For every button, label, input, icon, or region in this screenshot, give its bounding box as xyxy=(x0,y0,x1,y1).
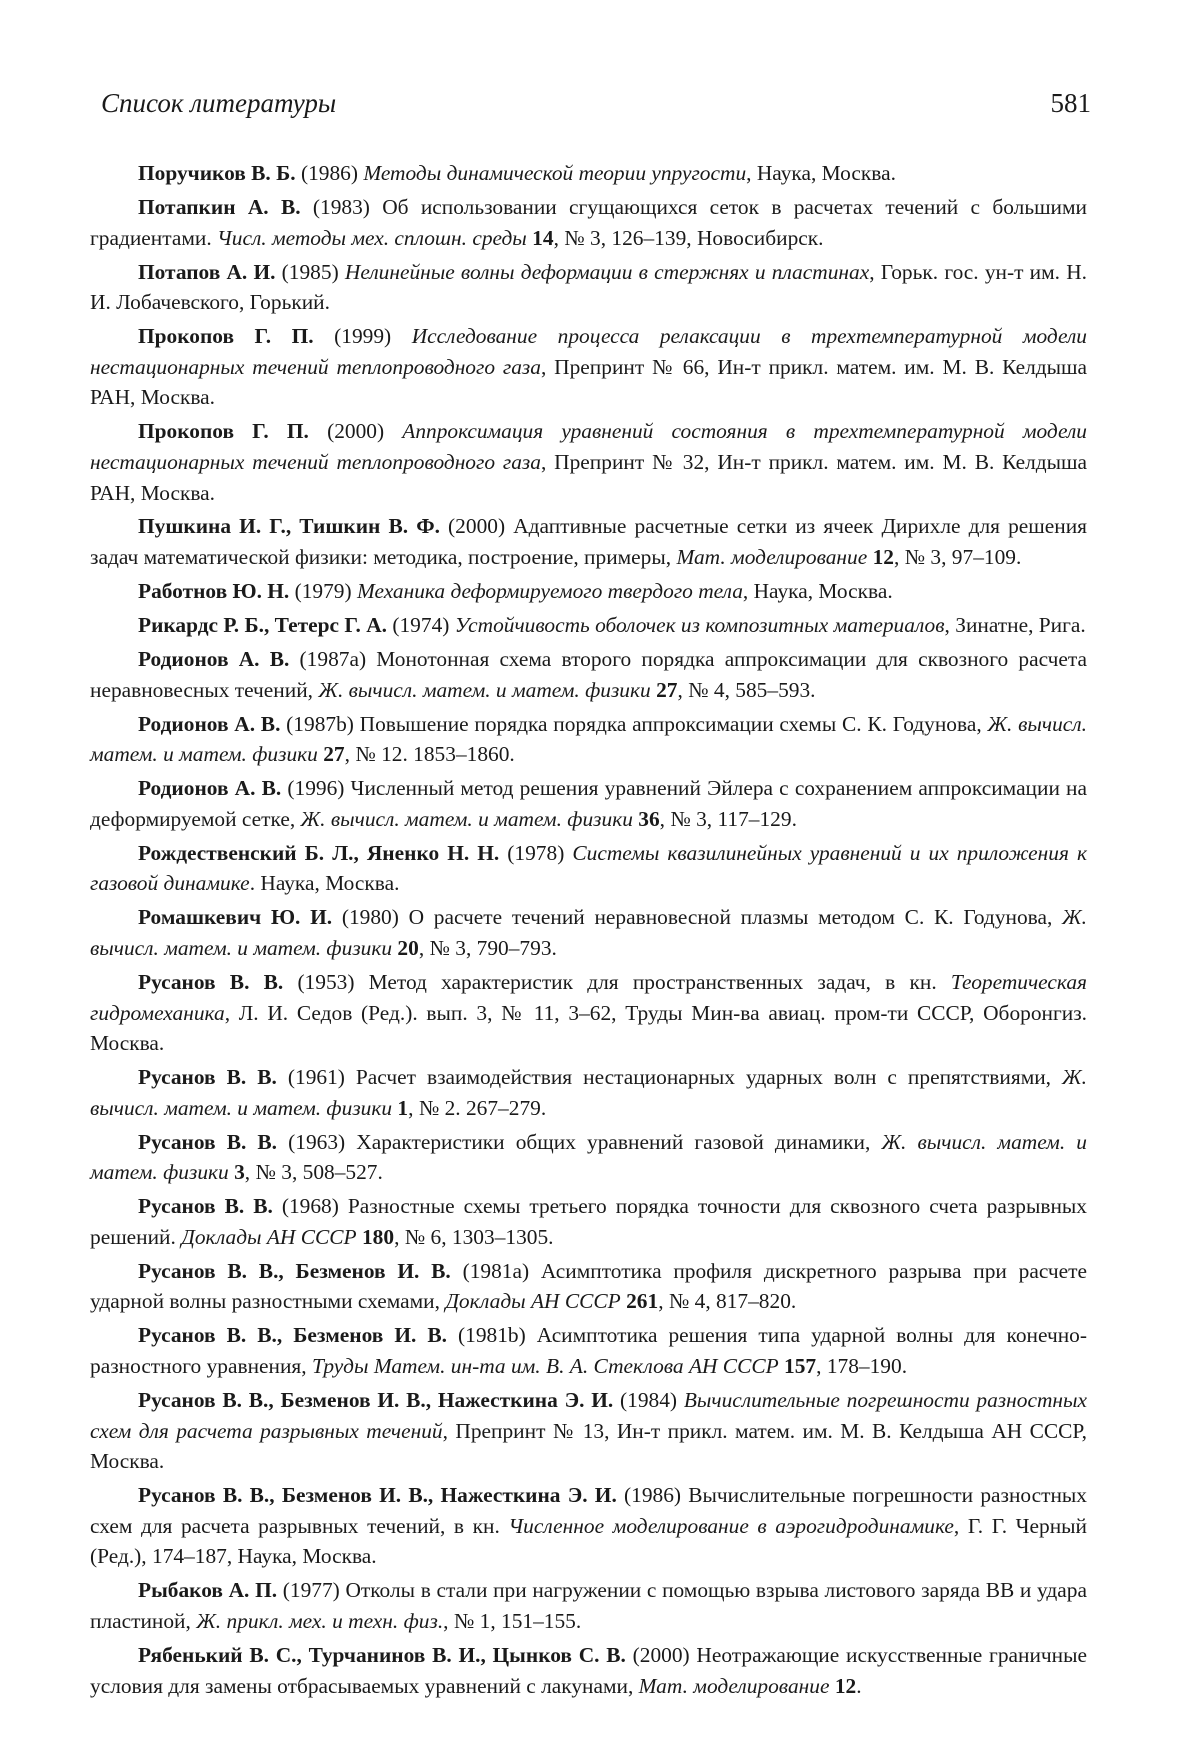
reference-entry xyxy=(90,838,1087,899)
reference-title: Доклады АН СССР xyxy=(445,1289,620,1313)
reference-text: , № 12. 1853–1860. xyxy=(345,742,515,766)
book-page xyxy=(0,0,1200,1752)
reference-volume: 20 xyxy=(397,936,418,960)
reference-text: (1987b) Повышение порядка порядка аппроксимации схемы С. К. Годунова, xyxy=(280,712,987,736)
reference-text: (2000) Неотражающие искусственные граничные условия для замены отбрасываемых уравнений с лакунами, xyxy=(90,1643,1087,1698)
running-header xyxy=(101,88,1091,128)
reference-volume: 27 xyxy=(656,678,677,702)
reference-title: Исследование процесса релаксации в трехтемпературной модели нестационарных течений теплопроводного газа xyxy=(90,324,1087,379)
reference-text: (1981a) Асимптотика профиля дискретного разрыва при расчете ударной волны разностными схемами, xyxy=(90,1259,1087,1314)
reference-entry xyxy=(90,511,1087,572)
reference-text: , № 3, 126–139, Новосибирск. xyxy=(554,226,824,250)
reference-text: , № 2. 267–279. xyxy=(408,1096,546,1120)
reference-text: (1983) Об использовании сгущающихся сеток в расчетах течений с большими градиентами. xyxy=(90,195,1087,250)
reference-authors: Ромашкевич Ю. И. xyxy=(138,905,332,929)
reference-entry xyxy=(90,709,1087,770)
reference-text: (1996) Численный метод решения уравнений Эйлера с сохранением аппроксимации на деформируемой сетке, xyxy=(90,776,1087,831)
reference-title: Ж. вычисл. матем. и матем. физики xyxy=(90,1130,1087,1185)
reference-volume: 36 xyxy=(638,807,659,831)
reference-authors: Русанов В. В., Безменов И. В. xyxy=(138,1323,447,1347)
reference-title: Числ. методы мех. сплошн. среды xyxy=(217,226,527,250)
reference-entry xyxy=(90,576,1087,607)
reference-entry xyxy=(90,257,1087,318)
reference-title: Теоретическая гидромеханика xyxy=(90,970,1087,1025)
reference-authors: Родионов А. В. xyxy=(138,776,281,800)
reference-title: Ж. вычисл. матем. и матем. физики xyxy=(90,712,1087,767)
reference-title: Мат. моделирование xyxy=(639,1674,830,1698)
reference-authors: Русанов В. В. xyxy=(138,970,283,994)
reference-text: , № 3, 790–793. xyxy=(419,936,557,960)
reference-text: (1981b) Асимптотика решения типа ударной волны для конечно-разностного уравнения, xyxy=(90,1323,1087,1378)
reference-list xyxy=(90,158,1087,1704)
reference-authors: Родионов А. В. xyxy=(138,712,280,736)
reference-title: Ж. прикл. мех. и техн. физ. xyxy=(196,1609,443,1633)
reference-text: (1985) xyxy=(275,260,344,284)
reference-text: (1984) xyxy=(613,1388,684,1412)
reference-entry xyxy=(90,158,1087,189)
reference-title: Ж. вычисл. матем. и матем. физики xyxy=(318,678,650,702)
reference-title: Вычислительные погрешности разностных схем для расчета разрывных течений xyxy=(90,1388,1087,1443)
reference-authors: Рождественский Б. Л., Яненко Н. Н. xyxy=(138,841,499,865)
reference-text: , Препринт № 13, Ин-т прикл. матем. им. М. В. Келдыша АН СССР, Москва. xyxy=(90,1419,1087,1474)
running-title: Список литературы xyxy=(101,88,336,119)
reference-authors: Рыбаков А. П. xyxy=(138,1578,277,1602)
reference-entry xyxy=(90,773,1087,834)
reference-authors: Поручиков В. Б. xyxy=(138,161,296,185)
reference-entry xyxy=(90,192,1087,253)
reference-text: (1961) Расчет взаимодействия нестационарных ударных волн с препятствиями, xyxy=(277,1065,1062,1089)
reference-entry xyxy=(90,321,1087,413)
reference-volume: 12 xyxy=(835,1674,856,1698)
reference-text: , Горьк. гос. ун-т им. Н. И. Лобачевского, Горький. xyxy=(90,260,1087,315)
reference-text: (1963) Характеристики общих уравнений газовой динамики, xyxy=(277,1130,881,1154)
reference-text: , № 4, 817–820. xyxy=(658,1289,796,1313)
reference-text: (1977) Отколы в стали при нагружении с помощью взрыва листового заряда ВВ и удара пластиной, xyxy=(90,1578,1087,1633)
reference-entry xyxy=(90,1320,1087,1381)
reference-title: Численное моделирование в аэрогидродинамике xyxy=(508,1514,954,1538)
reference-entry xyxy=(90,1385,1087,1477)
reference-text: , Наука, Москва. xyxy=(743,579,893,603)
reference-title: Методы динамической теории упругости xyxy=(363,161,746,185)
reference-volume: 261 xyxy=(626,1289,658,1313)
reference-authors: Потапов А. И. xyxy=(138,260,275,284)
reference-authors: Рябенький В. С., Турчанинов В. И., Цынков С. В. xyxy=(138,1643,626,1667)
reference-text: (2000) xyxy=(309,419,402,443)
reference-text: , 178–190. xyxy=(816,1354,907,1378)
page-number: 581 xyxy=(1051,88,1092,119)
reference-volume: 27 xyxy=(323,742,344,766)
reference-text: , № 3, 117–129. xyxy=(660,807,797,831)
reference-text: (1968) Разностные схемы третьего порядка точности для сквозного счета разрывных решений. xyxy=(90,1194,1087,1249)
reference-text: (1987a) Монотонная схема второго порядка аппроксимации для сквозного расчета неравновесных течений, xyxy=(90,647,1087,702)
reference-authors: Прокопов Г. П. xyxy=(138,324,314,348)
reference-authors: Русанов В. В., Безменов И. В. xyxy=(138,1259,451,1283)
reference-entry xyxy=(90,1191,1087,1252)
reference-entry xyxy=(90,1062,1087,1123)
reference-authors: Русанов В. В. xyxy=(138,1130,277,1154)
reference-title: Аппроксимация уравнений состояния в трехтемпературной модели нестационарных течений теплопроводного газа xyxy=(90,419,1087,474)
reference-authors: Рикардс Р. Б., Тетерс Г. А. xyxy=(138,613,387,637)
reference-title: Нелинейные волны деформации в стержнях и пластинах xyxy=(345,260,869,284)
reference-text: , Г. Г. Черный (Ред.), 174–187, Наука, Москва. xyxy=(90,1514,1087,1569)
reference-volume: 3 xyxy=(234,1160,245,1184)
reference-volume: 1 xyxy=(397,1096,408,1120)
reference-text: , № 3, 508–527. xyxy=(245,1160,383,1184)
reference-title: Устойчивость оболочек из композитных материалов xyxy=(455,613,945,637)
reference-text: (1986) Вычислительные погрешности разностных схем для расчета разрывных течений, в кн. xyxy=(90,1483,1087,1538)
reference-entry xyxy=(90,967,1087,1059)
reference-entry xyxy=(90,644,1087,705)
reference-authors: Работнов Ю. Н. xyxy=(138,579,289,603)
reference-volume: 14 xyxy=(532,226,553,250)
reference-text: , Препринт № 66, Ин-т прикл. матем. им. М. В. Келдыша РАН, Москва. xyxy=(90,355,1087,410)
reference-title: Ж. вычисл. матем. и матем. физики xyxy=(90,905,1087,960)
reference-text: , Л. И. Седов (Ред.). вып. 3, № 11, 3–62, Труды Мин-ва авиац. пром-ти СССР, Оборонгиз. Москва. xyxy=(90,1001,1087,1056)
reference-entry xyxy=(90,610,1087,641)
reference-text: (1979) xyxy=(289,579,357,603)
reference-title: Системы квазилинейных уравнений и их приложения к газовой динамике xyxy=(90,841,1087,896)
reference-text: , № 4, 585–593. xyxy=(677,678,815,702)
reference-text: , № 6, 1303–1305. xyxy=(394,1225,553,1249)
reference-authors: Русанов В. В., Безменов И. В., Нажесткина Э. И. xyxy=(138,1483,617,1507)
reference-volume: 180 xyxy=(362,1225,394,1249)
reference-volume: 12 xyxy=(873,545,894,569)
reference-authors: Русанов В. В. xyxy=(138,1194,273,1218)
reference-authors: Русанов В. В., Безменов И. В., Нажесткина Э. И. xyxy=(138,1388,613,1412)
reference-authors: Пушкина И. Г., Тишкин В. Ф. xyxy=(138,514,440,538)
reference-text: , Препринт № 32, Ин-т прикл. матем. им. М. В. Келдыша РАН, Москва. xyxy=(90,450,1087,505)
reference-entry xyxy=(90,1575,1087,1636)
reference-text: , № 1, 151–155. xyxy=(443,1609,581,1633)
reference-text: , Зинатне, Рига. xyxy=(945,613,1086,637)
reference-title: Доклады АН СССР xyxy=(181,1225,356,1249)
reference-text: , Наука, Москва. xyxy=(746,161,896,185)
reference-title: Механика деформируемого твердого тела xyxy=(357,579,743,603)
reference-text: (1953) Метод характеристик для пространственных задач, в кн. xyxy=(283,970,951,994)
reference-text: (1986) xyxy=(296,161,364,185)
reference-title: Труды Матем. ин-та им. В. А. Стеклова АН СССР xyxy=(312,1354,779,1378)
reference-title: Ж. вычисл. матем. и матем. физики xyxy=(301,807,633,831)
reference-text: . Наука, Москва. xyxy=(250,871,400,895)
reference-text: (2000) Адаптивные расчетные сетки из ячеек Дирихле для решения задач математической физики: методика, построение, примеры, xyxy=(90,514,1087,569)
reference-text: , № 3, 97–109. xyxy=(894,545,1021,569)
reference-entry xyxy=(90,1480,1087,1572)
reference-authors: Русанов В. В. xyxy=(138,1065,277,1089)
reference-title: Ж. вычисл. матем. и матем. физики xyxy=(90,1065,1087,1120)
reference-volume: 157 xyxy=(784,1354,816,1378)
reference-text: (1974) xyxy=(387,613,455,637)
reference-text: (1980) О расчете течений неравновесной плазмы методом С. К. Годунова, xyxy=(332,905,1062,929)
reference-text: (1978) xyxy=(499,841,572,865)
reference-title: Мат. моделирование xyxy=(676,545,867,569)
reference-entry xyxy=(90,1256,1087,1317)
reference-authors: Потапкин А. В. xyxy=(138,195,301,219)
reference-entry xyxy=(90,1127,1087,1188)
reference-text: . xyxy=(856,1674,861,1698)
reference-entry xyxy=(90,1640,1087,1701)
reference-entry xyxy=(90,416,1087,508)
reference-authors: Прокопов Г. П. xyxy=(138,419,309,443)
reference-entry xyxy=(90,902,1087,963)
reference-authors: Родионов А. В. xyxy=(138,647,289,671)
reference-text: (1999) xyxy=(314,324,412,348)
